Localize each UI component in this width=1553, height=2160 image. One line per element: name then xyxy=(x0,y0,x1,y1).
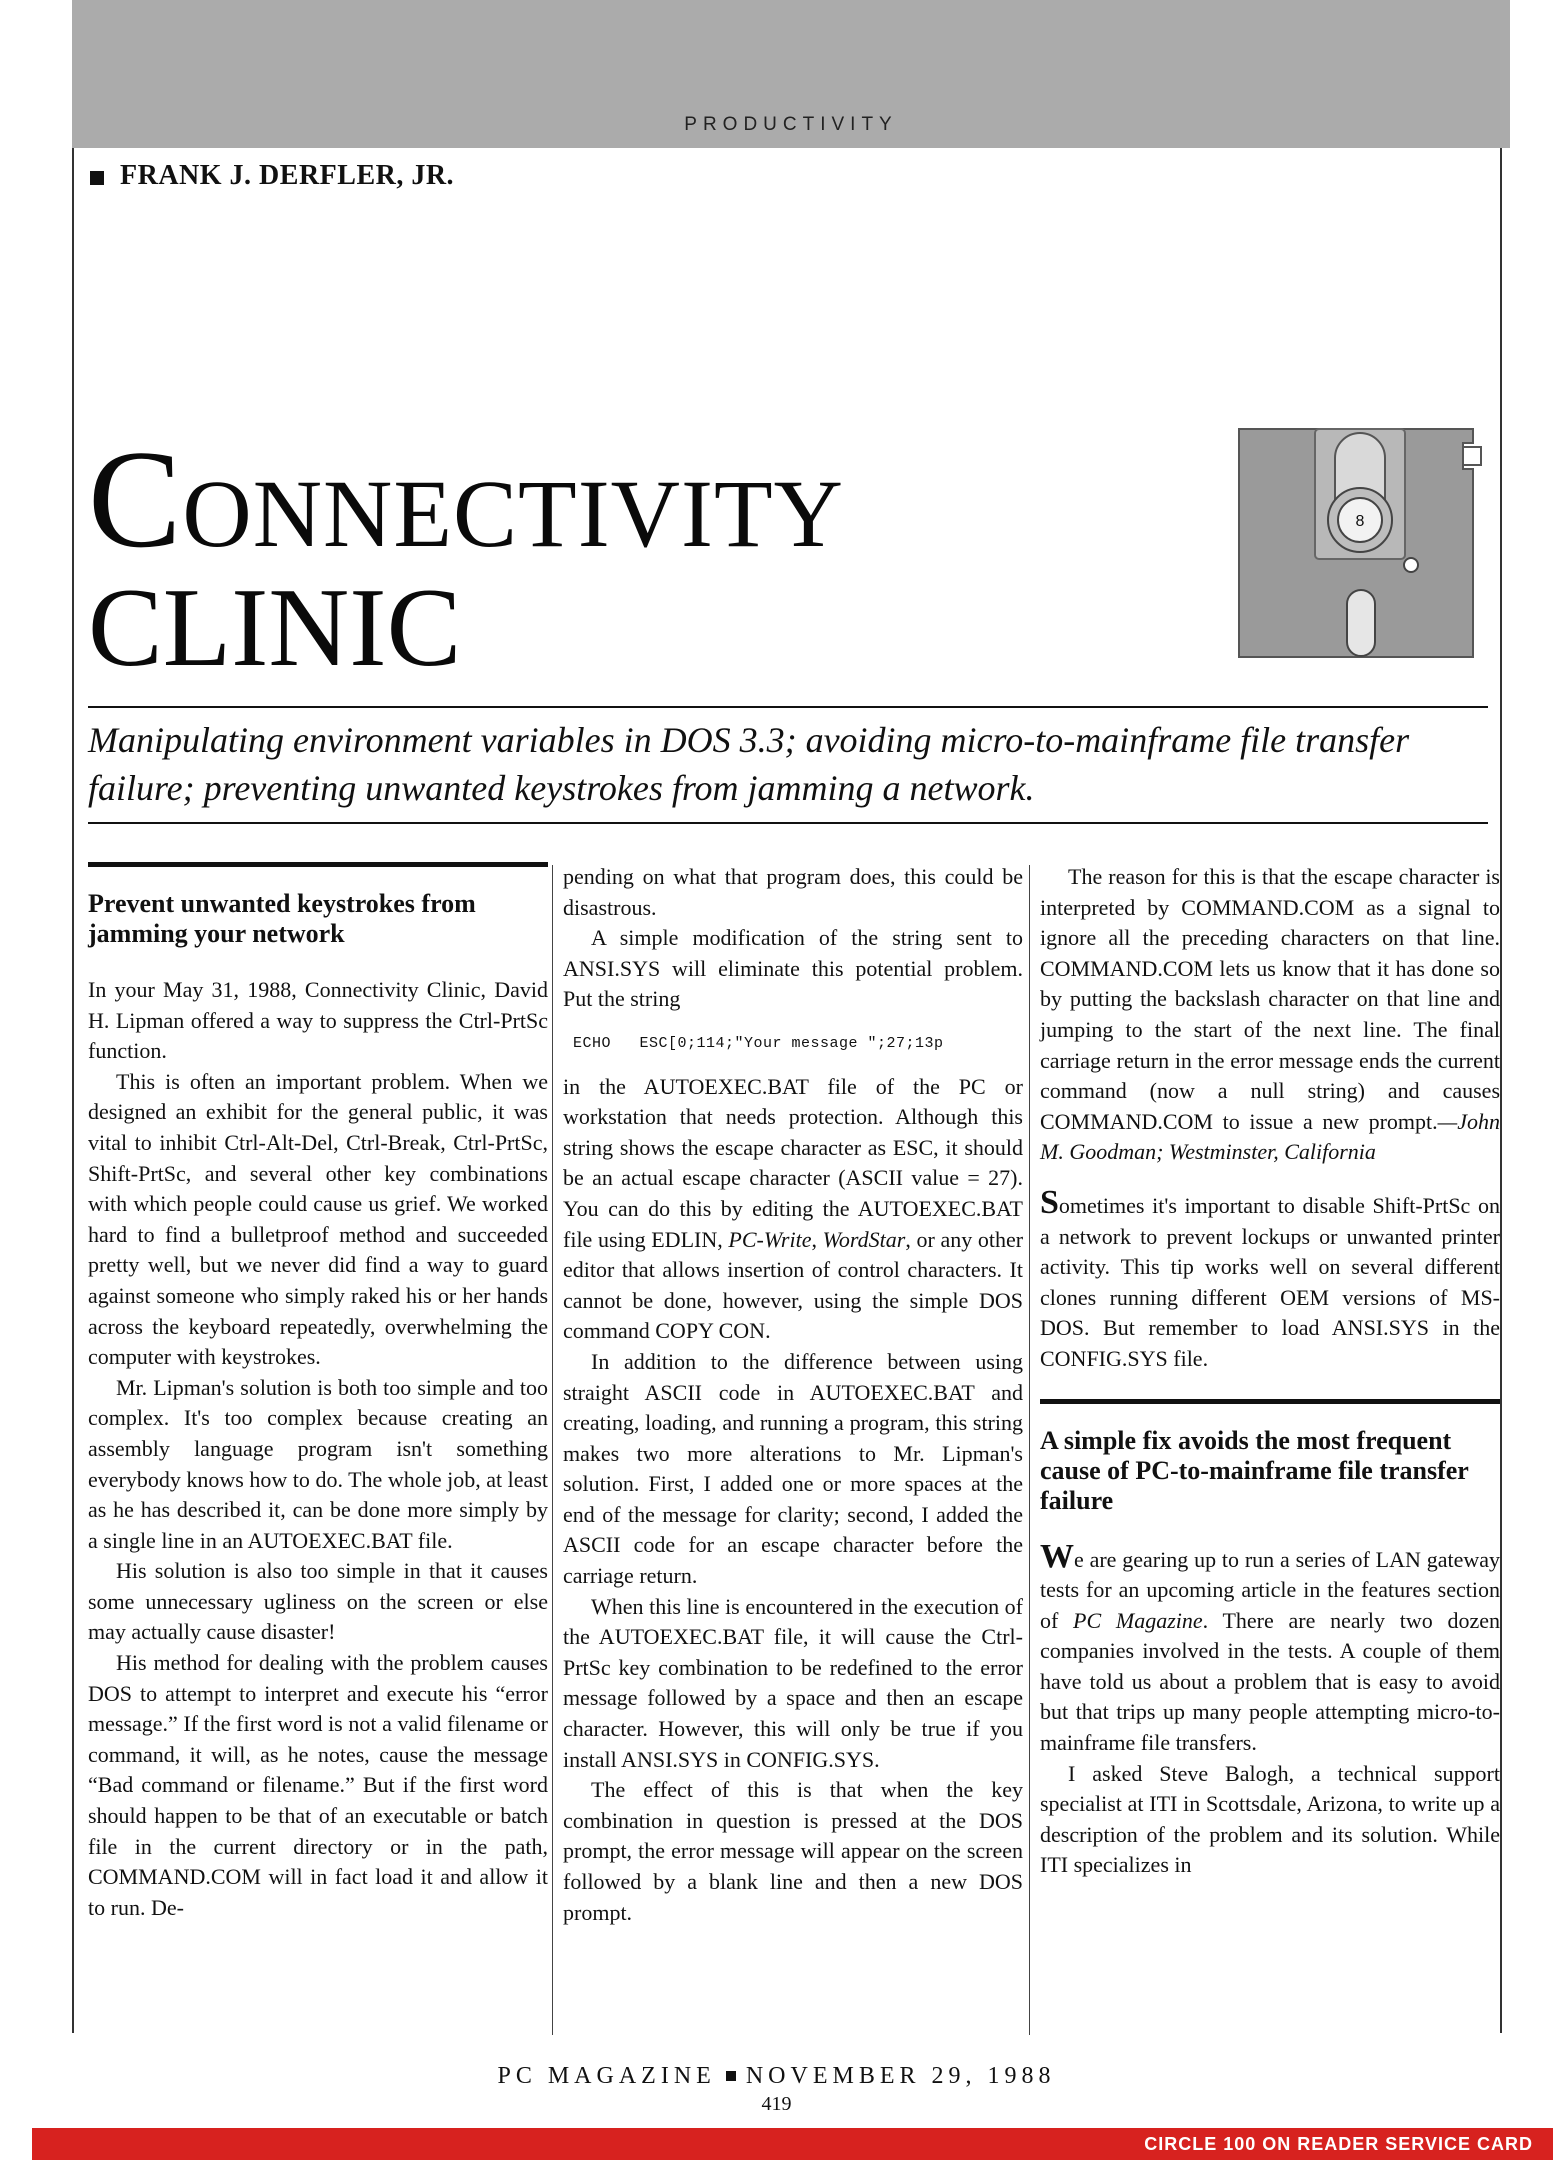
byline xyxy=(90,160,454,192)
code-line: ECHO ESC[0;114;"Your message ";27;13p xyxy=(573,1034,944,1052)
reader-service-text: CIRCLE 100 ON READER SERVICE CARD xyxy=(1144,2134,1533,2154)
title-line-2: CLINIC xyxy=(88,566,462,690)
paragraph: In your May 31, 1988, Connectivity Clinic, David H. Lipman offered a way to suppress the Ctrl-PrtSc function. xyxy=(88,977,548,1064)
article-deck: Manipulating environment variables in DOS 3.3; avoiding micro-to-mainframe file transfer failure; preventing unwanted keystrokes from jamming a network. xyxy=(88,720,1410,808)
paragraph: Sometimes it's important to disable Shift-PrtSc on a network to prevent lockups or unwanted printer activity. This tip works well on several different clones running different OEM versions of MS-DOS. But remember to load ANSI.SYS in the CONFIG.SYS file. xyxy=(1040,1183,1500,1371)
author-name: FRANK J. DERFLER, JR. xyxy=(120,160,455,191)
subhead-bar xyxy=(88,862,548,867)
column-divider xyxy=(1029,865,1030,2035)
paragraph: A simple modification of the string sent to ANSI.SYS will eliminate this potential problem. Put the string xyxy=(563,925,1023,1012)
paragraph: His method for dealing with the problem causes DOS to attempt to interpret and execute his “error message.” If the first word is not a valid filename or command, it will, as he notes, cause the message “Bad command or filename.” But if the first word should happen to be that of an executable or batch file in the current directory or in the path, COMMAND.COM will in fact load it and allow it to run. De- xyxy=(88,1650,548,1920)
paragraph: We are gearing up to run a series of LAN gateway tests for an upcoming article in the features section of PC Magazine. There are nearly two dozen companies involved in the tests. A couple of them have told us about a problem that is easy to avoid but that trips up many people attempting micro-to-mainframe file transfers. xyxy=(1040,1537,1500,1756)
subhead: Prevent unwanted keystrokes from jamming your network xyxy=(88,889,476,948)
bullet-square-icon xyxy=(90,171,104,185)
page-number: 419 xyxy=(761,2093,792,2115)
reader-service-band xyxy=(32,2128,1553,2160)
svg-text:8: 8 xyxy=(1355,513,1365,530)
paragraph: The effect of this is that when the key combination in question is pressed at the DOS prompt, the error message will appear on the screen followed by a blank line and then a new DOS prompt. xyxy=(563,1777,1023,1925)
top-header-band xyxy=(72,0,1510,148)
bullet-square-icon xyxy=(726,2071,736,2081)
subhead-bar xyxy=(1040,1399,1500,1404)
page-title xyxy=(88,422,844,690)
floppy-disk-icon xyxy=(1235,425,1490,670)
paragraph: pending on what that program does, this could be disastrous. xyxy=(563,864,1023,920)
paragraph: Mr. Lipman's solution is both too simple and too complex. It's too complex because creating an assembly language program isn't something everybody knows how to do. The whole job, at least as he has described it, can be done more simply by a single line in an AUTOEXEC.BAT file. xyxy=(88,1374,548,1553)
paragraph: The reason for this is that the escape character is interpreted by COMMAND.COM as a signal to ignore all the preceding characters on that line. COMMAND.COM lets us know that it has done so by putting the backslash character on that line and jumping to the start of the next line. The final carriage return in the error message ends the current command (now a null string) and causes COMMAND.COM to issue a new prompt.—John M. Goodman; Westminster, California xyxy=(1040,864,1500,1165)
column-divider xyxy=(552,865,553,2035)
deck-rule xyxy=(88,822,1488,824)
column-3 xyxy=(1040,862,1500,1881)
paragraph: His solution is also too simple in that it causes some unnecessary ugliness on the screen or else may actually cause disaster! xyxy=(88,1558,548,1645)
paragraph: I asked Steve Balogh, a technical support specialist at ITI in Scottsdale, Arizona, to write up a description of the problem and its solution. While ITI specializes in xyxy=(1040,1760,1500,1878)
left-margin-rule xyxy=(72,148,74,2033)
paragraph: in the AUTOEXEC.BAT file of the PC or workstation that needs protection. Although this string shows the escape character as ESC, it should be an actual escape character (ASCII value = 27). You can do this by editing the AUTOEXEC.BAT file using EDLIN, PC-Write, WordStar, or any other editor that allows insertion of control characters. It cannot be done, however, using the simple DOS command COPY CON. xyxy=(563,1073,1024,1344)
page-footer: PC MAGAZINE NOVEMBER 29, 1988 xyxy=(497,2063,1056,2089)
column-1 xyxy=(88,862,548,1923)
title-rule xyxy=(88,706,1488,708)
paragraph: This is often an important problem. When we designed an exhibit for the general public, it was vital to inhibit Ctrl-Alt-Del, Ctrl-Break, Ctrl-PrtSc, Shift-PrtSc, and several other key combinations with which people could cause us grief. We worked hard to find a bulletproof method and succeeded pretty well, but we never did find a way to guard against someone who simply raked his or her hands across the keyboard repeatedly, overwhelming the computer with keystrokes. xyxy=(88,1068,548,1370)
title-line-1: CONNECTIVITY xyxy=(88,422,844,577)
section-label: PRODUCTIVITY xyxy=(684,114,898,135)
right-margin-rule xyxy=(1500,148,1502,2033)
paragraph: In addition to the difference between using straight ASCII code in AUTOEXEC.BAT and creating, loading, and running a program, this string makes two more alterations to Mr. Lipman's solution. First, I added one or more spaces at the end of the message for clarity; second, I added the ASCII code for an escape character before the carriage return. xyxy=(563,1348,1023,1589)
column-2 xyxy=(563,862,1023,1928)
subhead: A simple fix avoids the most frequent cause of PC-to-mainframe file transfer failure xyxy=(1040,1425,1469,1515)
paragraph: When this line is encountered in the execution of the AUTOEXEC.BAT file, it will cause the Ctrl-PrtSc key combination to be redefined to the error message followed by a space and then an escape character. However, this will only be true if you install ANSI.SYS in CONFIG.SYS. xyxy=(563,1593,1023,1772)
